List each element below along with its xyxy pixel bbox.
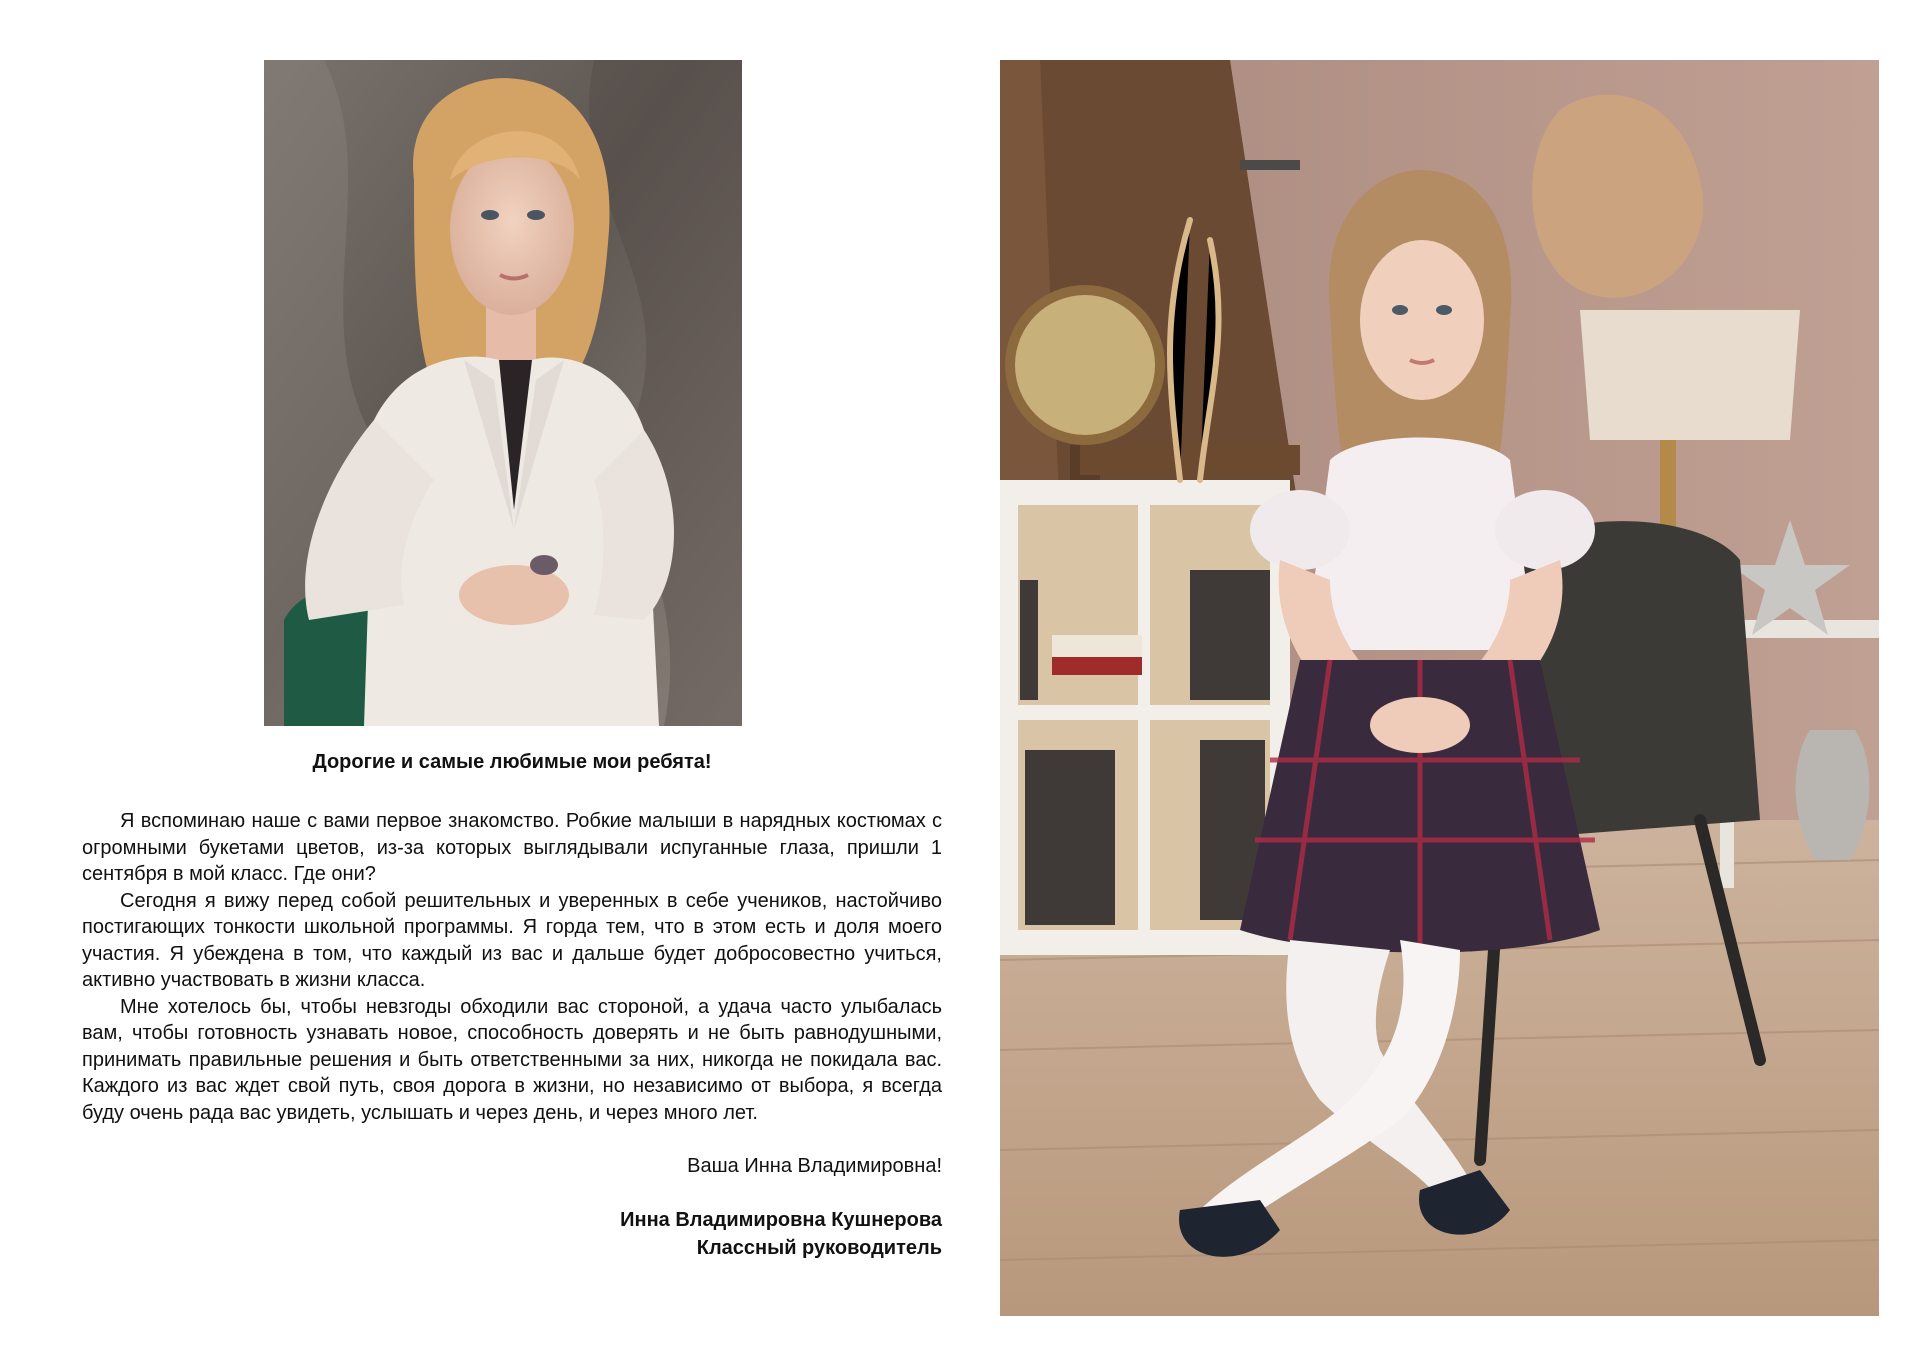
teacher-photo	[264, 60, 742, 726]
letter-paragraph-1: Я вспоминаю наше с вами первое знакомство. Робкие малыши в нарядных костюмах с огромными букетами цветов, из-за которых выглядывали испуганные глаза, пришли 1 сентября в мой класс. Где они?	[82, 810, 942, 885]
signature-name: Инна Владимировна Кушнерова	[620, 1209, 942, 1231]
signature-role: Классный руководитель	[696, 1237, 942, 1259]
student-photo	[1000, 60, 1879, 1316]
letter-closing: Ваша Инна Владимировна!	[687, 1155, 942, 1177]
letter-paragraph-2: Сегодня я вижу перед собой решительных и уверенных в себе учеников, настойчиво постигающих тонкости школьной программы. Я горда тем, что в этом есть и доля моего участия. Я убеждена в том, что каждый из вас и дальше будет добросовестно учиться, активно участвовать в жизни класса.	[82, 889, 942, 991]
letter-paragraph-3: Мне хотелось бы, чтобы невзгоды обходили вас стороной, а удача часто улыбалась вам, чтобы готовность узнавать новое, способность доверять и не быть равнодушными, принимать правильные решения и быть ответственными за них, никогда не покидала вас. Каждого из вас ждет свой путь, своя дорога в жизни, но независимо от выбора, я всегда буду очень рада вас увидеть, услышать и через день, и через много лет.	[82, 995, 942, 1124]
letter-block	[82, 748, 942, 1262]
letter-title: Дорогие и самые любимые мои ребята!	[312, 751, 712, 773]
